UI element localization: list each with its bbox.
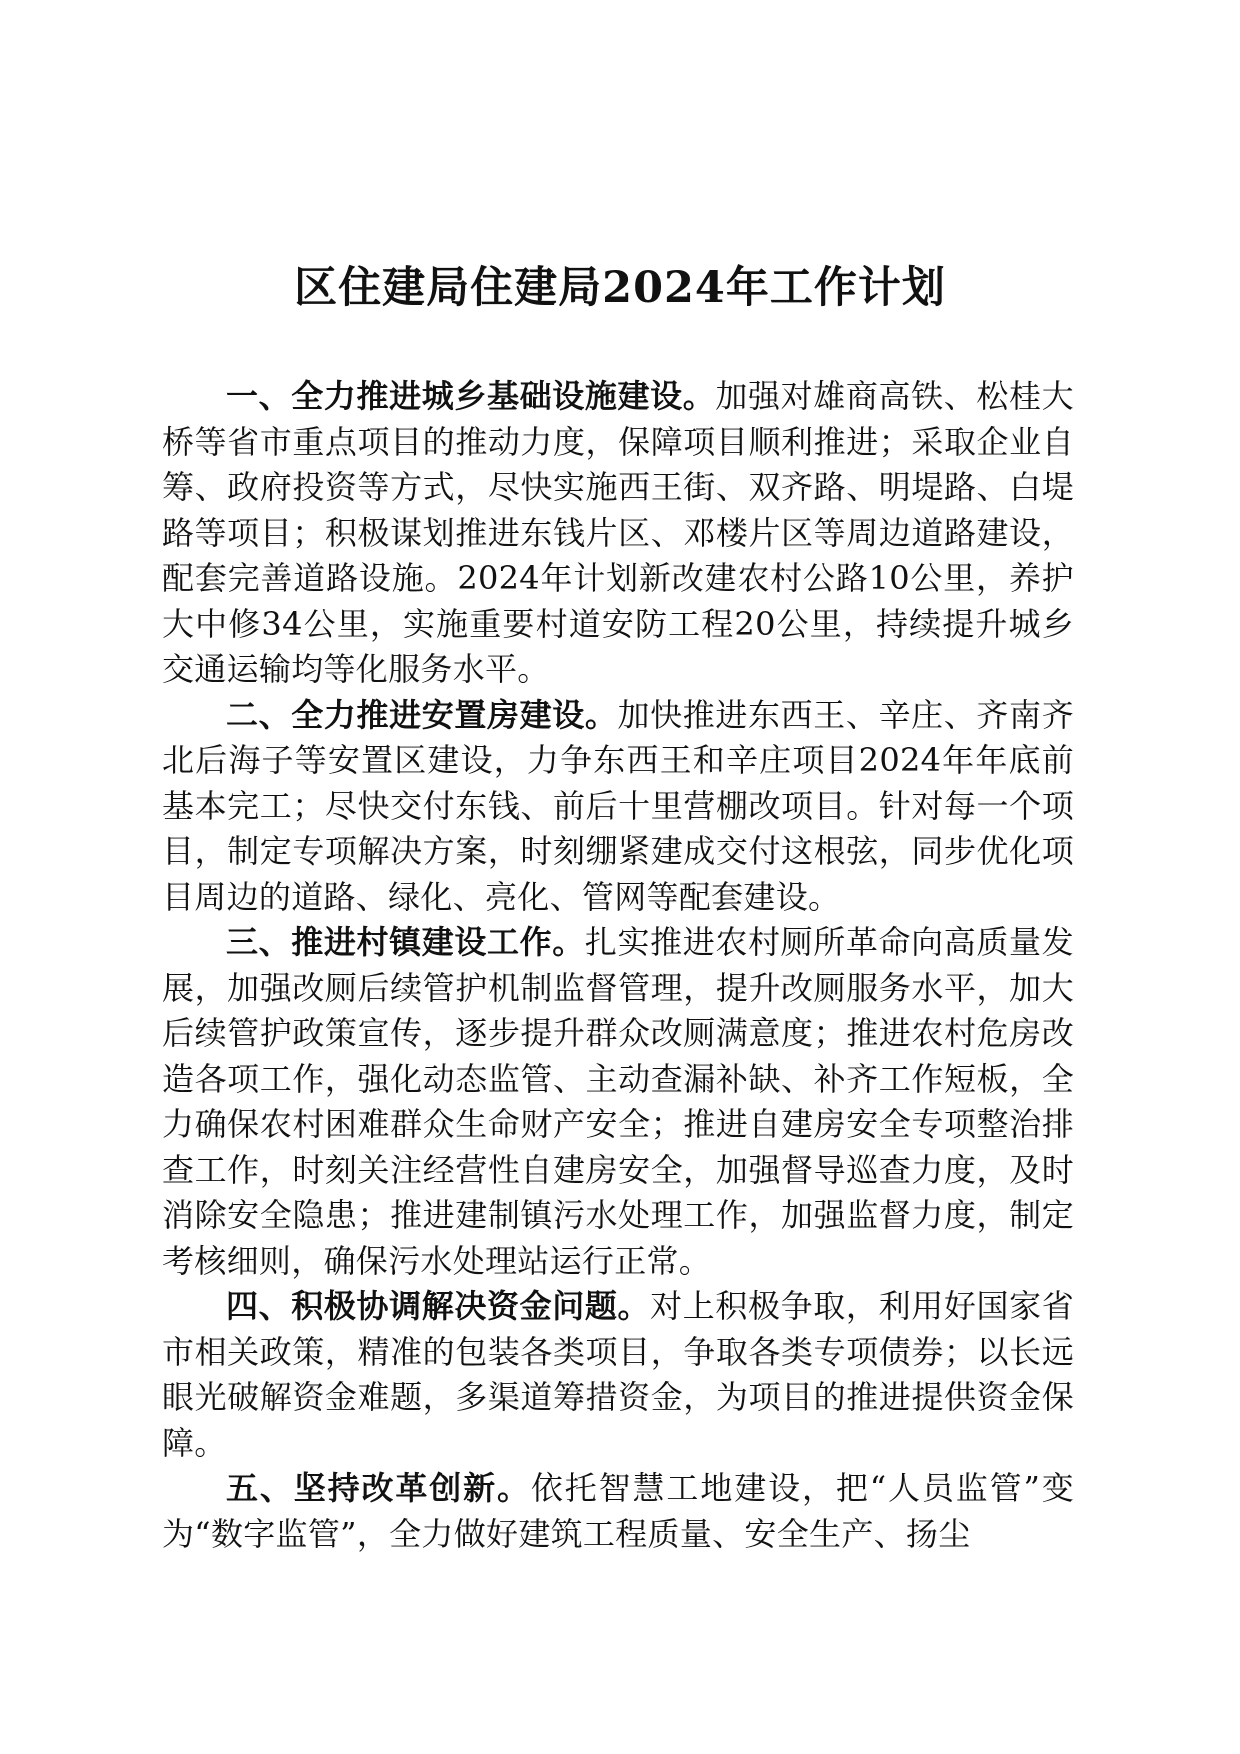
section-5-text: 依托智慧工地建设，把“人员监管”变为“数字监管”，全力做好建筑工程质量、安全生产、扬尘 <box>162 1469 1075 1553</box>
section-2-heading: 二、全力推进安置房建设。 <box>226 695 618 734</box>
section-3-text: 扎实推进农村厕所革命向高质量发展，加强改厕后续管护机制监督管理，提升改厕服务水平，加大后续管护政策宣传，逐步提升群众改厕满意度；推进农村危房改造各项工作，强化动态监管、主动查漏补缺、补齐工作短板，全力确保农村困难群众生命财产安全；推进自建房安全专项整治排查工作，时刻关注经营性自建房安全，加强督导巡查力度，及时消除安全隐患；推进建制镇污水处理工作，加强监督力度，制定考核细则，确保污水处理站运行正常。 <box>162 923 1074 1280</box>
section-1-paragraph <box>162 374 1074 693</box>
section-5-paragraph <box>162 1466 1074 1557</box>
section-3-heading: 三、推进村镇建设工作。 <box>226 923 585 961</box>
section-4-paragraph <box>162 1284 1074 1466</box>
section-2-text: 加快推进东西王、辛庄、齐南齐北后海子等安置区建设，力争东西王和辛庄项目2024年年底前基本完工；尽快交付东钱、前后十里营棚改项目。针对每一个项目，制定专项解决方案，时刻绷紧建成交付这根弦，同步优化项目周边的道路、绿化、亮化、管网等配套建设。 <box>162 695 1074 916</box>
document-title: 区住建局住建局2024年工作计划 <box>294 263 946 313</box>
section-1-text: 加强对雄商高铁、松桂大桥等省市重点项目的推动力度，保障项目顺利推进；采取企业自筹、政府投资等方式，尽快实施西王街、双齐路、明堤路、白堤路等项目；积极谋划推进东钱片区、邓楼片区等周边道路建设，配套完善道路设施。2024年计划新改建农村公路10公里，养护大中修34公里，实施重要村道安防工程20公里，持续提升城乡交通运输均等化服务水平。 <box>162 377 1074 688</box>
section-4-heading: 四、积极协调解决资金问题。 <box>226 1287 651 1325</box>
document-body <box>162 374 1074 1557</box>
section-4-text: 对上积极争取，利用好国家省市相关政策，精准的包装各类项目，争取各类专项债券；以长远眼光破解资金难题，多渠道筹措资金，为项目的推进提供资金保障。 <box>162 1287 1075 1462</box>
section-5-heading: 五、坚持改革创新。 <box>226 1469 531 1507</box>
section-1-heading: 一、全力推进城乡基础设施建设。 <box>226 377 716 415</box>
section-2-paragraph <box>162 693 1074 921</box>
section-3-paragraph <box>162 920 1074 1284</box>
